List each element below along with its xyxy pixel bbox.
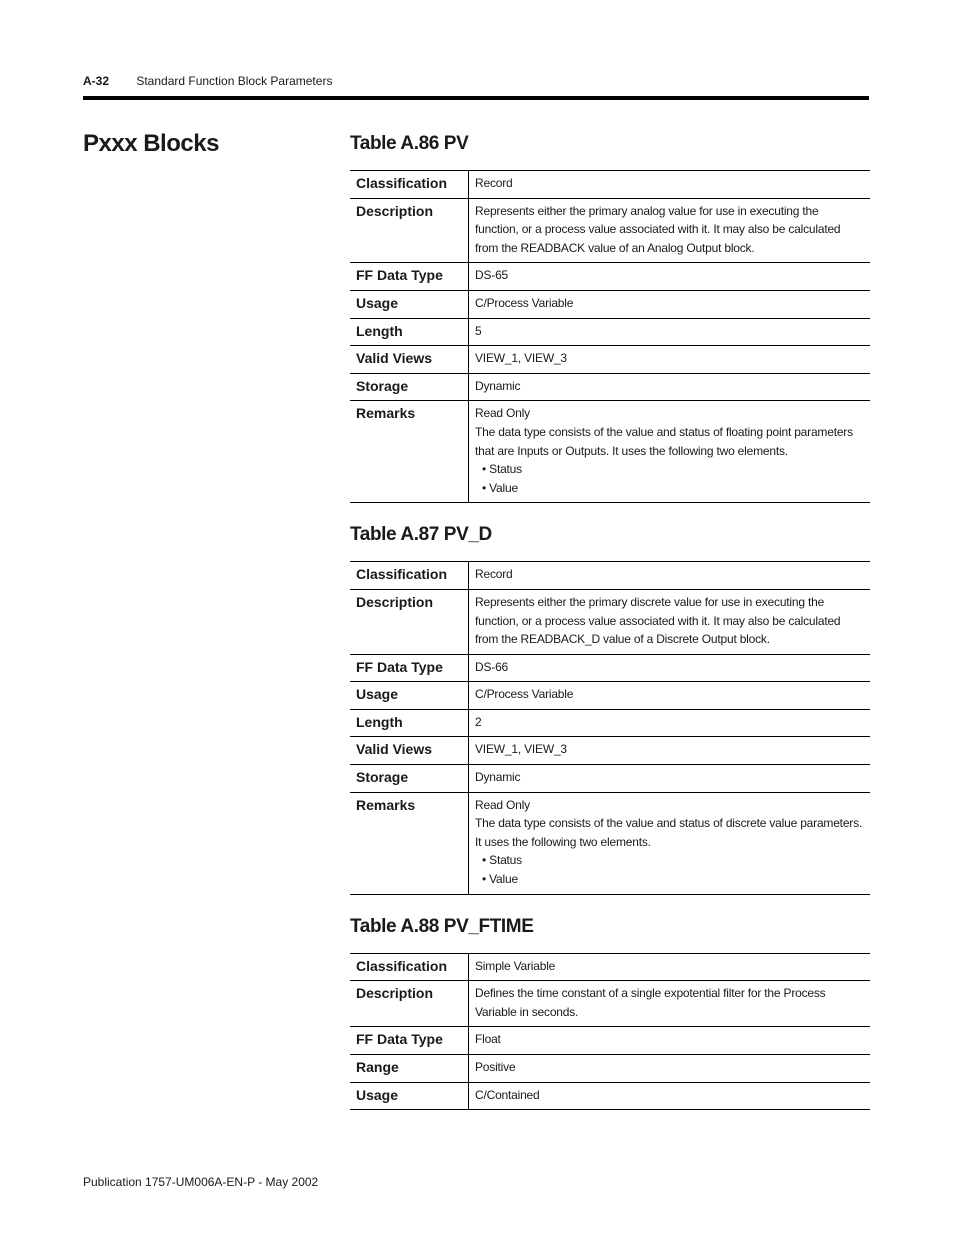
row-key: Storage (350, 373, 469, 401)
section-title: Pxxx Blocks (83, 130, 219, 157)
value-line: The data type consists of the value and status of discrete value parameters. It uses the following two elements. (475, 816, 863, 849)
value-line: Record (475, 567, 513, 582)
parameter-table (350, 953, 870, 1111)
row-key: Valid Views (350, 346, 469, 374)
value-line: Represents either the primary analog value for use in executing the function, or a process value associated with it. It may also be calculated from the READBACK value of an Analog Output block. (475, 203, 841, 255)
table-row (350, 171, 870, 199)
row-value (469, 401, 871, 503)
row-key: Remarks (350, 792, 469, 894)
value-line: Dynamic (475, 378, 521, 393)
table-row (350, 792, 870, 894)
table-title: Table A.88 PV_FTIME (350, 915, 534, 937)
row-key: Usage (350, 290, 469, 318)
value-line: The data type consists of the value and status of floating point parameters that are Inputs or Outputs. It uses the following two elements. (475, 424, 853, 458)
row-value (469, 589, 871, 654)
table-row (350, 682, 870, 710)
table-row (350, 765, 870, 793)
row-value (469, 765, 871, 793)
row-key: Description (350, 198, 469, 263)
table-row (350, 1082, 870, 1110)
table-row (350, 1055, 870, 1083)
table-row (350, 373, 870, 401)
parameter-table-block (350, 916, 870, 1111)
row-value (469, 562, 871, 590)
parameter-table-block (350, 133, 870, 503)
value-line: Positive (475, 1060, 516, 1074)
row-value (469, 654, 871, 682)
row-value (469, 198, 871, 263)
table-row (350, 198, 870, 263)
value-line: C/Process Variable (475, 687, 574, 702)
bullet-item (475, 870, 864, 889)
value-line: C/Process Variable (475, 295, 574, 310)
parameter-table (350, 170, 870, 503)
row-key: Storage (350, 765, 469, 793)
row-value (469, 373, 871, 401)
row-value (469, 792, 871, 894)
row-key: Classification (350, 953, 469, 981)
page-number: A-32 (83, 74, 110, 88)
table-row (350, 346, 870, 374)
value-line: Record (475, 176, 513, 190)
value-line: Dynamic (475, 770, 521, 785)
value-line: Simple Variable (475, 958, 556, 973)
row-value (469, 346, 871, 374)
parameter-table-block (350, 524, 870, 894)
table-row (350, 981, 870, 1027)
row-key: Description (350, 981, 469, 1027)
value-line: VIEW_1, VIEW_3 (475, 742, 567, 757)
bullet-text: Value (489, 872, 518, 887)
table-row (350, 589, 870, 654)
row-value (469, 953, 871, 981)
row-value (469, 682, 871, 710)
row-value (469, 737, 871, 765)
row-key: FF Data Type (350, 263, 469, 291)
table-row (350, 953, 870, 981)
bullet-text: Status (489, 462, 522, 477)
row-key: Usage (350, 682, 469, 710)
parameter-tables (350, 133, 870, 1131)
value-line: Read Only (475, 797, 530, 812)
bullet-text: Status (489, 853, 522, 868)
row-value (469, 318, 871, 346)
page-footer: Publication 1757-UM006A-EN-P - May 2002 (83, 1175, 319, 1189)
row-value (469, 1027, 871, 1055)
table-row (350, 290, 870, 318)
table-row (350, 318, 870, 346)
table-title: Table A.87 PV_D (350, 524, 492, 546)
value-line: 2 (475, 714, 482, 729)
row-value (469, 709, 871, 737)
value-line: Float (475, 1032, 501, 1047)
table-title: Table A.86 PV (350, 133, 469, 154)
running-title: Standard Function Block Parameters (136, 74, 333, 88)
bullet-item (475, 460, 864, 479)
header-rule (83, 96, 869, 100)
parameter-table (350, 561, 870, 894)
row-key: FF Data Type (350, 1027, 469, 1055)
table-row (350, 654, 870, 682)
row-value (469, 171, 871, 199)
row-value (469, 1055, 871, 1083)
table-row (350, 263, 870, 291)
bullet-item (475, 479, 864, 498)
table-row (350, 401, 870, 503)
row-value (469, 263, 871, 291)
row-key: Length (350, 318, 469, 346)
value-line: 5 (475, 323, 482, 338)
row-key: FF Data Type (350, 654, 469, 682)
row-key: Classification (350, 562, 469, 590)
row-key: Range (350, 1055, 469, 1083)
row-value (469, 290, 871, 318)
row-key: Length (350, 709, 469, 737)
page-header (83, 72, 869, 94)
row-key: Remarks (350, 401, 469, 503)
bullet-item (475, 851, 864, 870)
row-key: Classification (350, 171, 469, 199)
value-line: DS-66 (475, 659, 509, 674)
row-key: Usage (350, 1082, 469, 1110)
table-row (350, 1027, 870, 1055)
table-row (350, 562, 870, 590)
value-line: DS-65 (475, 268, 509, 283)
value-line: Read Only (475, 406, 530, 421)
bullet-text: Value (489, 480, 518, 495)
row-value (469, 1082, 871, 1110)
row-key: Valid Views (350, 737, 469, 765)
value-line: Represents either the primary discrete value for use in executing the function, or a process value associated with it. It may also be calculated from the READBACK_D value of a Discrete Output block. (475, 594, 841, 647)
value-line: C/Contained (475, 1087, 540, 1102)
value-line: VIEW_1, VIEW_3 (475, 351, 567, 366)
value-line: Defines the time constant of a single expotential filter for the Process Variable in seconds. (475, 986, 826, 1019)
table-row (350, 709, 870, 737)
row-key: Description (350, 589, 469, 654)
table-row (350, 737, 870, 765)
row-value (469, 981, 871, 1027)
